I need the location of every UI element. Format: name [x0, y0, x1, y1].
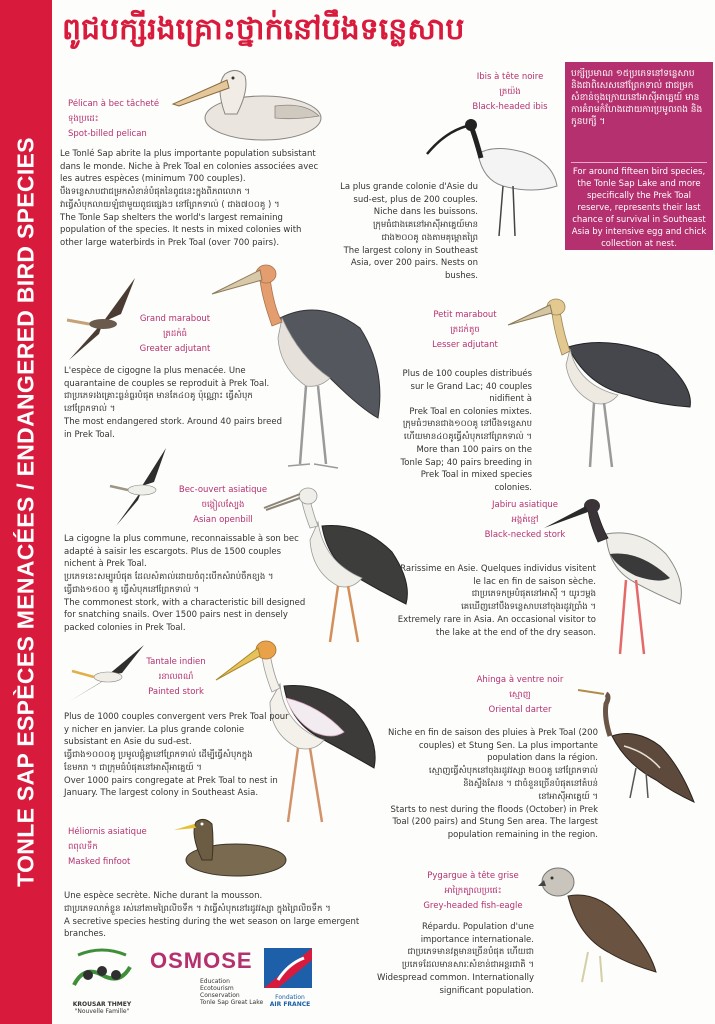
darter-text-km3: នៅអាស៊ីអាគ្នេយ៍ ។ [538, 791, 598, 802]
openbill-text-km2: ធ្វើជាង១៥០០ គូ ធ្វើសំបុកនៅព្រែកទាល់ ។ [64, 584, 200, 595]
openbill-text-fr: La cigogne la plus commune, reconnaissable à son bec adapté à saisir les escargots. Plus de 1500 couples nichent à Prek Toal. [64, 534, 299, 569]
lesser-adjutant-text-fr2: Prek Toal en colonies mixtes. [409, 406, 532, 417]
finfoot-names [68, 825, 147, 870]
pelican-text-km1: បឹងទន្លេសាបជាជម្រកសំខាន់បំផុតនៃពូជនេះក្នុងពិភពលោក ។ [60, 186, 250, 197]
finfoot-text-en: A secretive species hesting during the wet season on large emergent branches. [64, 916, 360, 939]
osmose-line-2: Ecotourism [200, 985, 234, 992]
fondation-air-france-logo [260, 946, 320, 1018]
greater-adjutant-text-km2: នៅព្រែកទាល់ ។ [64, 404, 116, 414]
fish-eagle-fr: Pygargue à tête grise [427, 871, 519, 881]
painted-stork-text-km2: ខែមករា ។ ជាក្រុមធំបំផុតនៅអាស៊ីអាគ្នេយ៍ ។ [64, 762, 202, 773]
osmose-name: OSMOSE [150, 948, 253, 973]
osmose-line-1: Education [200, 978, 230, 985]
openbill-en: Asian openbill [193, 515, 253, 525]
ibis-text-en: The largest colony in Southeast Asia, over 200 pairs. Nests on bushes. [343, 245, 478, 281]
jabiru-text-en: Extremely rare in Asia. An occasional visitor to the lake at the end of the dry season. [397, 615, 596, 638]
darter-km: ស្មោញ [509, 690, 531, 700]
greater-adjutant-text [64, 365, 290, 441]
darter-text-en: Starts to nest during the floods (October) in Prek Toal (200 pairs) and Stung Sen area. The largest population remaining in the region. [390, 804, 598, 840]
krousar-thmey-emblem [64, 945, 140, 997]
finfoot-illustration [172, 814, 292, 884]
fish-eagle-illustration [538, 860, 658, 990]
openbill-text [64, 533, 312, 634]
osmose-logo [150, 948, 264, 1020]
fish-eagle-names [398, 869, 548, 914]
finfoot-text-km: ជាប្រភេទលាក់ខ្លួន រស់នៅតាមព្រៃលិចទឹក ។ វាធ្វើសំបុកនៅរដូវវស្សា ក្នុងព្រៃលិចទឹក ។ [64, 903, 331, 914]
finfoot-text [64, 890, 394, 941]
darter-text [380, 727, 598, 841]
openbill-text-en: The commonest stork, with a characteristic bill designed for snatching snails. Over 1500 pairs nest in densely packed colonies in Prek Toal. [64, 597, 306, 633]
openbill-km: ចង្កៀលស្បែង [201, 500, 245, 510]
jabiru-text [390, 563, 596, 639]
greater-adjutant-text-fr: L'espèce de cigogne la plus menacée. Une quarantaine de couples se reproduit à Prek Toal. [64, 366, 270, 389]
fish-eagle-en: Grey-headed fish-eagle [423, 901, 523, 911]
fondation-line-1: Fondation [275, 994, 305, 1001]
pelican-en: Spot-billed pelican [68, 129, 147, 139]
pelican-names [68, 97, 159, 142]
painted-stork-names [126, 655, 226, 700]
pelican-km: ទុងប្រដេះ [68, 114, 99, 124]
khmer-title: ពូជបក្សីរងគ្រោះថ្នាក់នៅបឹងទន្លេសាប [62, 12, 465, 47]
ibis-names [455, 70, 565, 115]
darter-text-fr: Niche en fin de saison des pluies à Prek Toal (200 couples) et Stung Sen. La plus importante population dans la région. [388, 728, 598, 763]
darter-en: Oriental darter [488, 705, 552, 715]
ibis-text-km1: ក្រុមធំជាងគេនៅអាស៊ីអាគ្នេយ៍មាន [372, 219, 478, 230]
ibis-text-km2: ជាង២០០គូ ពងតាមគុម្ពោតព្រៃ [381, 232, 478, 243]
intro-khmer: បក្សីប្រមាណ ១៥ប្រភេទនៅទន្លេសាប និងជាពិសេសនៅព្រែកទាល់ ជាជម្រកសំខាន់ចុងក្រោយនៅអាស៊ីអាគ្នេយ៍ មានការគំរាមកំហែងដោយការប្រមូលពង និងកូនបក្សី ។ [571, 69, 703, 127]
lesser-adjutant-text [398, 368, 532, 494]
osmose-line-4: Tonle Sap Great Lake [200, 999, 264, 1006]
finfoot-fr: Héliornis asiatique [68, 827, 147, 837]
jabiru-text-km1: ជាប្រភេទកម្របំផុតនៅអាស៊ី ។ យូរៗម្តង [471, 589, 596, 599]
fish-eagle-text-fr: Répardu. Population d'une importance internationale. [420, 922, 534, 945]
lesser-adjutant-text-km2: ហើយមាន៤០គូធ្វើសំបុកនៅព្រែកទាល់ ។ [403, 432, 532, 442]
side-title-band [0, 0, 52, 1024]
greater-adjutant-text-km1: ជាប្រភេទរងគ្រោះធ្ងន់ធ្ងរបំផុត មានតែ៤០គូ ប៉ុណ្ណោះ ធ្វើសំបុក [64, 391, 253, 401]
osmose-line-3: Conservation [200, 992, 240, 999]
jabiru-text-fr: Rarissime en Asie. Quelques individus visitent le lac en fin de saison sèche. [400, 564, 596, 587]
greater-adjutant-fr: Grand marabout [139, 314, 211, 324]
finfoot-km: ពពុលទឹក [68, 842, 98, 852]
krousar-thmey-subtitle: "Nouvelle Famille" [74, 1008, 130, 1015]
fondation-line-2: AIR FRANCE [269, 1001, 311, 1008]
painted-stork-text-km1: ធ្វើជាង១០០០គូ ប្រមូលផ្តុំគ្នានៅព្រែកទាល់ ដើម្បីធ្វើសំបុកក្នុង [64, 749, 253, 760]
lesser-adjutant-km: ត្រដក់តូច [450, 325, 480, 335]
intro-box [565, 62, 713, 250]
greater-adjutant-text-en: The most endangered stork. Around 40 pairs breed in Prek Toal. [64, 417, 282, 440]
intro-divider [571, 162, 707, 163]
fish-eagle-text-km1: ជាប្រភេទមានវត្តមានច្រើនបំផុត ហើយជា [407, 947, 534, 957]
lesser-adjutant-text-en: More than 100 pairs on the Tonle Sap; 40 pairs breeding in Prek Toal in mixed species colonies. [400, 445, 532, 493]
darter-text-km2: និងស្ទឹងសែន ។ ជាចំនួនច្រើនបំផុតនៅតំបន់ [463, 778, 598, 789]
krousar-thmey-name: KROUSAR THMEY [72, 1001, 132, 1008]
finfoot-en: Masked finfoot [68, 857, 131, 867]
jabiru-en: Black-necked stork [484, 530, 566, 540]
darter-fr: Ahinga à ventre noir [476, 675, 564, 685]
greater-adjutant-km: ត្រដក់ធំ [162, 329, 188, 339]
greater-adjutant-en: Greater adjutant [139, 344, 211, 354]
darter-text-km1: ស្មោញធ្វើសំបុកនៅចុងរដូវវស្សា ២០០គូ នៅព្រែកទាល់ [428, 765, 598, 776]
fish-eagle-km: អាក្រៃត្បាលប្រផេះ [444, 886, 502, 896]
pelican-fr: Pélican à bec tâcheté [68, 99, 160, 109]
painted-stork-en: Painted stork [148, 687, 204, 697]
side-title: TONLE SAP ESPÈCES MENACÉES / ENDANGERED BIRD SPECIES [12, 137, 39, 887]
painted-stork-fr: Tantale indien [146, 657, 206, 667]
pelican-text-fr: Le Tonlé Sap abrite la plus importante population subsistant dans le monde. Niche à Prek Toal en colonies associées avec les autres espèces (minimum 700 couples). [60, 149, 319, 184]
ibis-text-fr: La plus grande colonie d'Asie du sud-est, plus de 200 couples. Niche dans les buissons. [340, 182, 478, 217]
jabiru-text-km2: គេឃើញនៅបឹងទន្លេសាបនៅចុងរដូវប្រាំង ។ [461, 602, 596, 612]
fish-eagle-text-en: Widespread common. Internationally significant population. [377, 973, 534, 996]
krousar-thmey-logo [64, 945, 140, 1017]
lesser-adjutant-text-km1: ក្រុមធំៗមានជាង១០០គូ នៅបឹងទន្លេសាប [402, 419, 532, 429]
darter-names [450, 673, 590, 718]
ibis-km: ត្រយ៉ង [499, 87, 521, 97]
lesser-adjutant-en: Lesser adjutant [432, 340, 498, 350]
openbill-text-km1: ប្រភេទនេះសម្បូរបំផុត ដែលសំគាល់ដោយចំពុះបើកសំរាប់ចឹកខ្យង ។ [64, 571, 274, 582]
lesser-adjutant-fr: Petit marabout [433, 310, 497, 320]
openbill-flight-illustration [108, 446, 174, 530]
lesser-adjutant-names [410, 308, 520, 353]
ibis-fr: Ibis à tête noire [476, 72, 544, 82]
fish-eagle-text [372, 921, 534, 997]
pelican-text-en: The Tonle Sap shelters the world's largest remaining population of the species. It nests in mixed colonies with other large waterbirds in Prek Toal (over 700 pairs). [60, 212, 302, 248]
finfoot-text-fr: Une espèce secrète. Niche durant la mousson. [64, 891, 263, 901]
lesser-adjutant-text-fr1: Plus de 100 couples distribués sur le Grand Lac; 40 couples nidifient à [402, 369, 532, 404]
painted-stork-text-en: Over 1000 pairs congregate at Prek Toal to nest in January. The largest colony in Southeast Asia. [64, 775, 278, 798]
painted-stork-km: រនាលពណ៌ [158, 672, 194, 682]
painted-stork-text-fr: Plus de 1000 couples convergent vers Prek Toal pour y nicher en janvier. La plus grande colonie subsistant en Asie du sud-est. [64, 712, 289, 747]
pelican-illustration [165, 66, 325, 144]
painted-stork-text [64, 711, 290, 800]
pelican-text-km2: វាធ្វើសំបុកលាយឡំជាមួយពូជផ្សេងៗ នៅព្រែកទាល់ ( ជាង៧០០គូ ) ។ [60, 199, 280, 210]
ibis-en: Black-headed ibis [472, 102, 548, 112]
pelican-text [60, 148, 325, 249]
air-france-emblem [260, 946, 316, 990]
intro-english: For around fifteen bird species, the Tonle Sap Lake and more specifically the Prek Toal reserve, represents their last chance of survival in Southeast Asia by intensive egg and chick collection at nest. [571, 167, 707, 249]
fish-eagle-text-km2: ប្រភេទដែលមានសារៈសំខាន់ជាអន្តរជាតិ ។ [401, 960, 534, 970]
jabiru-fr: Jabiru asiatique [492, 500, 558, 510]
lesser-adjutant-illustration [508, 295, 698, 475]
openbill-fr: Bec-ouvert asiatique [178, 485, 268, 495]
jabiru-km: អង្កត់ខ្មៅ [511, 515, 539, 525]
